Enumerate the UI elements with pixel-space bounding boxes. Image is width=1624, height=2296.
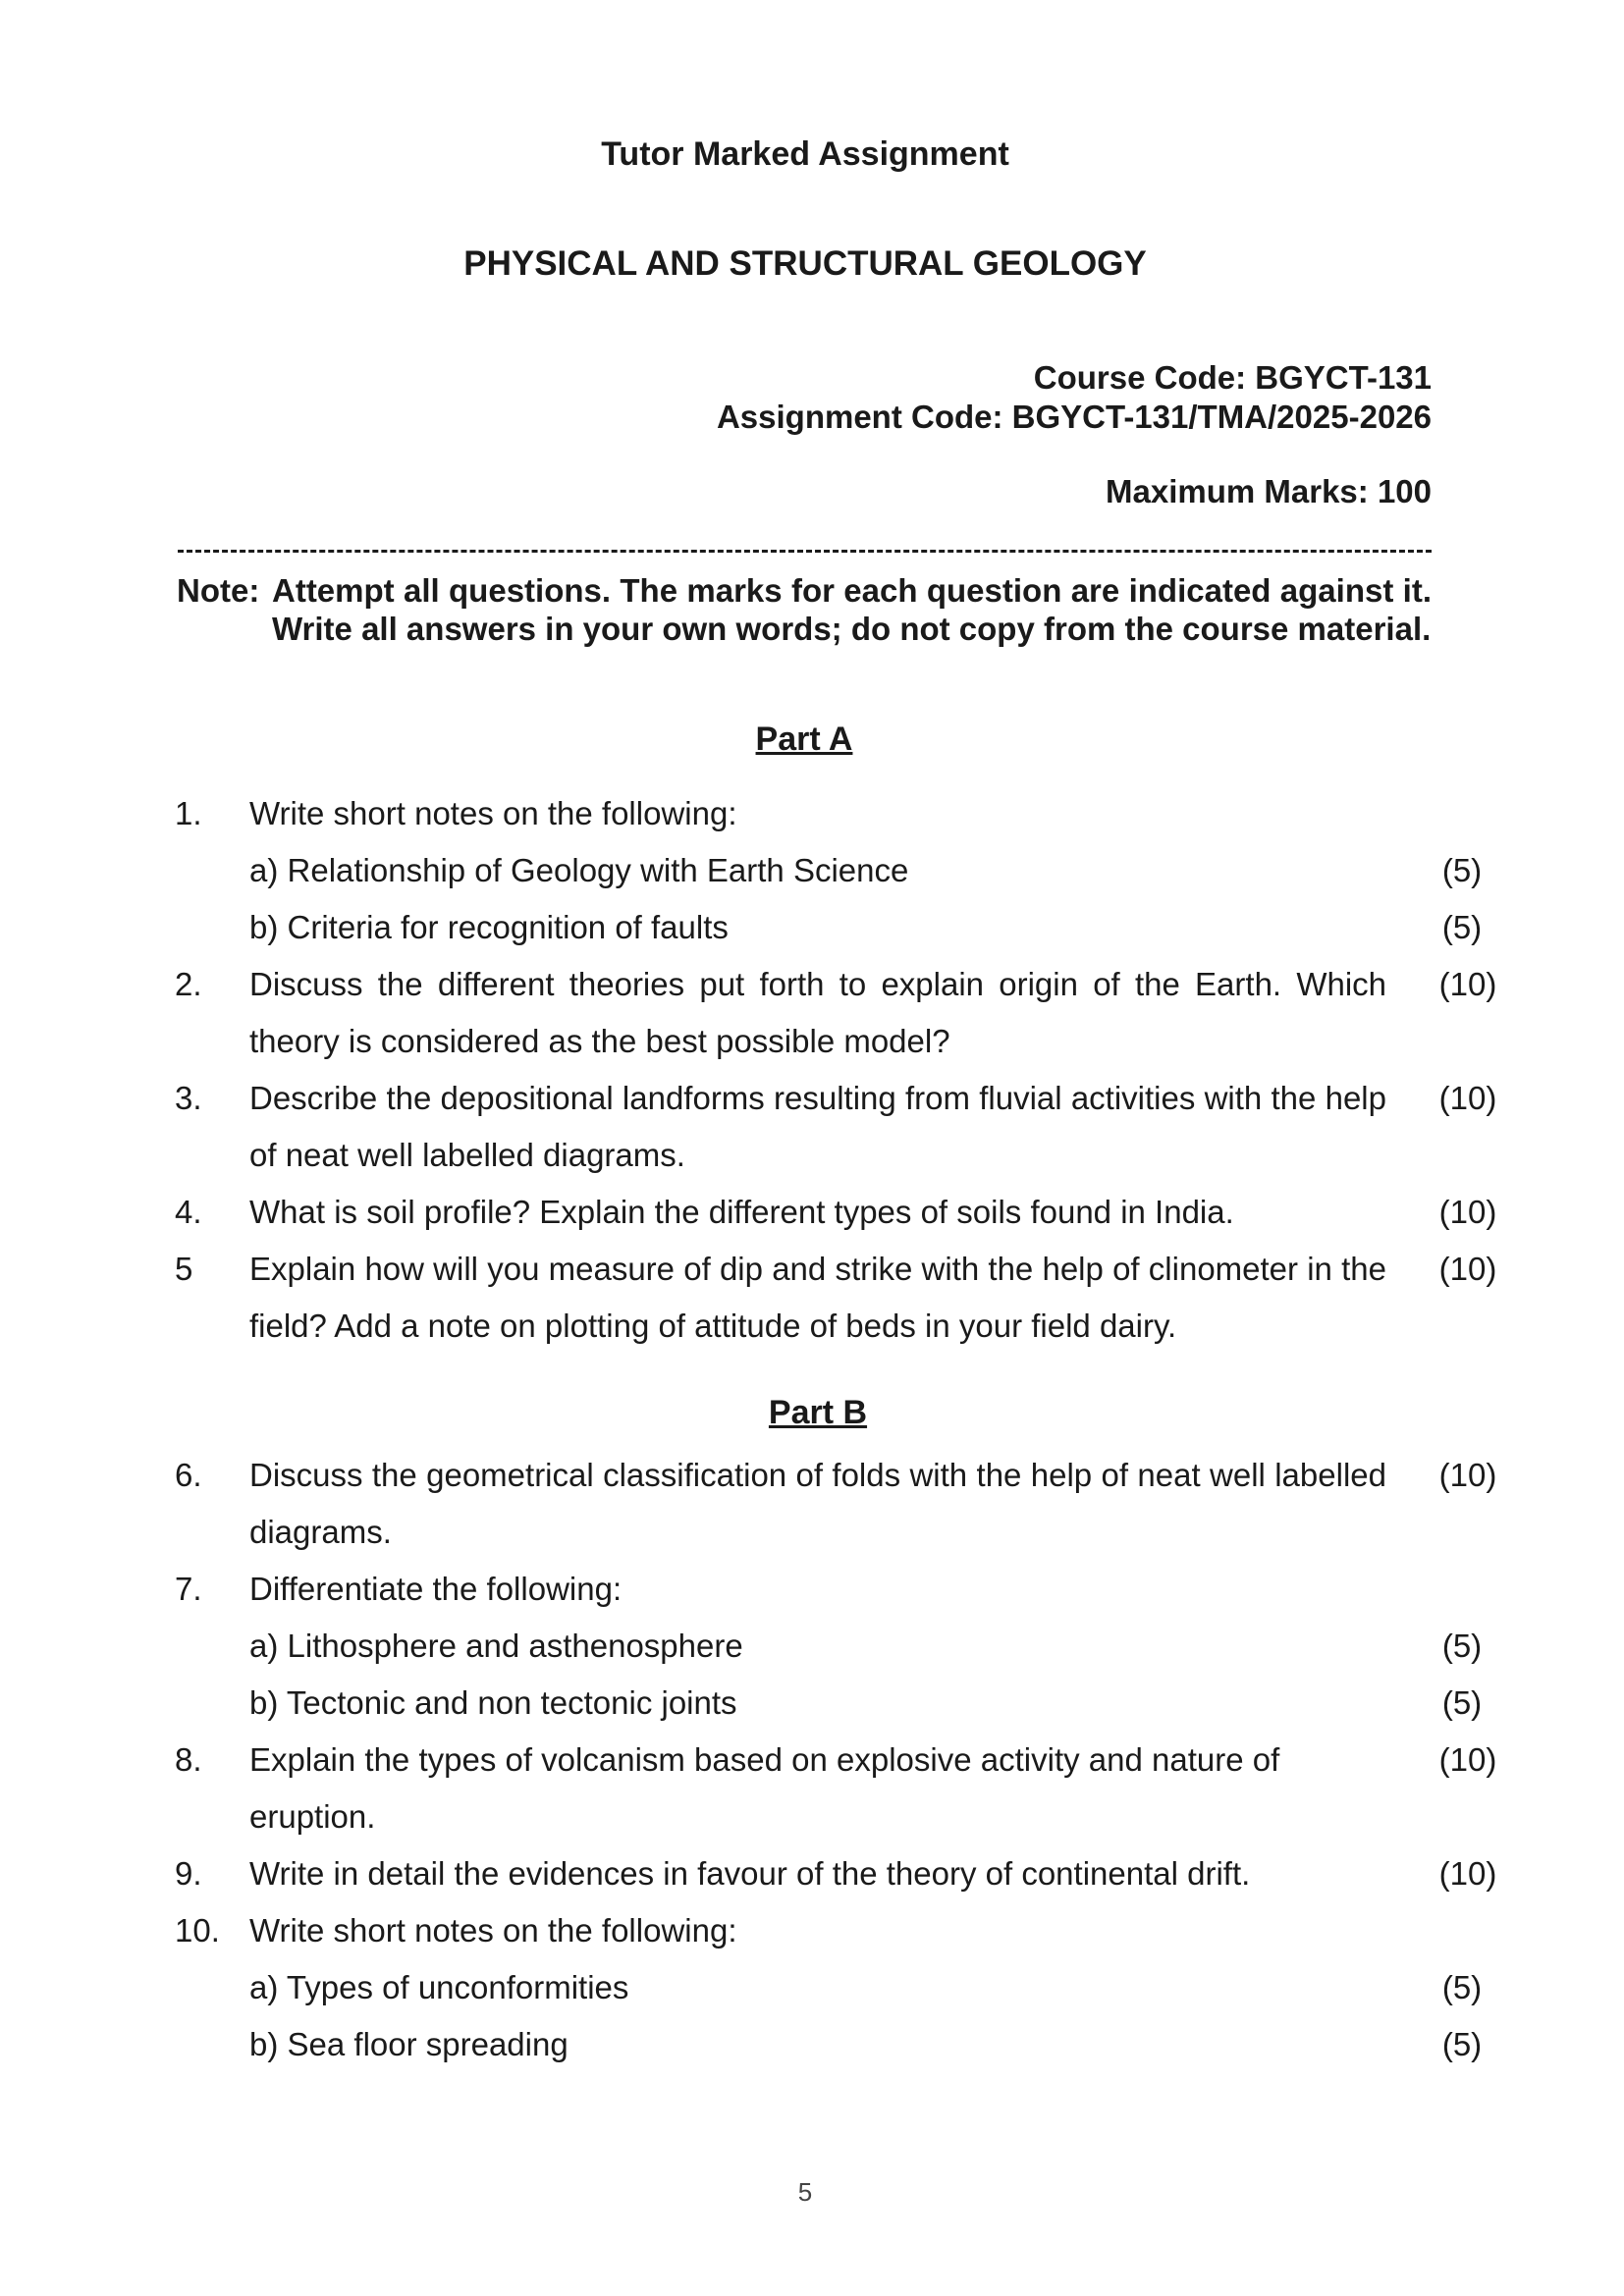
question-marks: (5) (1441, 1628, 1483, 1664)
question-marks: (10) (1438, 1080, 1497, 1116)
question-text: Discuss the geometrical classification of folds with the help of neat well labelled diagrams. (249, 1457, 1386, 1550)
question-text: a) Types of unconformities (249, 1969, 629, 2005)
page-number: 5 (797, 2177, 813, 2207)
question-number: 2. (175, 966, 202, 1002)
question-text: b) Sea floor spreading (249, 2026, 568, 2062)
question-text: Explain the types of volcanism based on explosive activity and nature of eruption. (249, 1741, 1280, 1835)
part-b-heading: Part B (768, 1394, 868, 1431)
note-text: Attempt all questions. The marks for each question are indicated against it. Write all answers in your own words; do not copy from the course material. (272, 572, 1432, 647)
course-code: Course Code: BGYCT-131 (1033, 359, 1432, 396)
question-text: Describe the depositional landforms resulting from fluvial activities with the help of neat well labelled diagrams. (249, 1080, 1386, 1173)
question-marks: (5) (1441, 1684, 1483, 1721)
course-codes (717, 358, 1432, 437)
note-label: Note: (177, 572, 260, 609)
question-number: 10. (175, 1912, 220, 1949)
question-marks: (10) (1438, 1457, 1497, 1493)
question-marks: (5) (1441, 852, 1483, 888)
question-marks: (10) (1438, 1855, 1497, 1892)
question-text: Discuss the different theories put forth to explain origin of the Earth. Which theory is considered as the best possible model? (249, 966, 1386, 1059)
question-text: Differentiate the following: (249, 1571, 623, 1607)
question-text: a) Lithosphere and asthenosphere (249, 1628, 743, 1664)
question-marks: (10) (1438, 1194, 1497, 1230)
maximum-marks: Maximum Marks: 100 (1106, 473, 1432, 509)
question-number: 4. (175, 1194, 202, 1230)
assignment-code: Assignment Code: BGYCT-131/TMA/2025-2026 (716, 399, 1432, 435)
document-title: Tutor Marked Assignment (601, 135, 1009, 173)
question-text: Write short notes on the following: (249, 1912, 737, 1949)
question-number: 3. (175, 1080, 202, 1116)
part-a-heading: Part A (755, 721, 853, 758)
question-number: 8. (175, 1741, 202, 1778)
question-text: b) Criteria for recognition of faults (249, 909, 729, 945)
dashed-divider (178, 550, 1432, 553)
question-number: 7. (175, 1571, 202, 1607)
question-text: b) Tectonic and non tectonic joints (249, 1684, 737, 1721)
question-text: Write short notes on the following: (249, 795, 737, 831)
question-number: 1. (175, 795, 202, 831)
question-marks: (10) (1438, 1741, 1497, 1778)
note-block (177, 571, 1432, 648)
question-marks: (10) (1438, 1251, 1497, 1287)
question-number: 5 (175, 1251, 193, 1287)
question-text: a) Relationship of Geology with Earth Science (249, 852, 909, 888)
course-title: PHYSICAL AND STRUCTURAL GEOLOGY (463, 244, 1147, 283)
question-number: 6. (175, 1457, 202, 1493)
question-number: 9. (175, 1855, 202, 1892)
question-text: Write in detail the evidences in favour of the theory of continental drift. (249, 1855, 1251, 1892)
question-marks: (10) (1438, 966, 1497, 1002)
question-marks: (5) (1441, 909, 1483, 945)
question-marks: (5) (1441, 2026, 1483, 2062)
question-text: Explain how will you measure of dip and strike with the help of clinometer in the field? Add a note on plotting of attitude of beds in your field dairy. (249, 1251, 1386, 1344)
question-text: What is soil profile? Explain the different types of soils found in India. (249, 1194, 1234, 1230)
question-marks: (5) (1441, 1969, 1483, 2005)
